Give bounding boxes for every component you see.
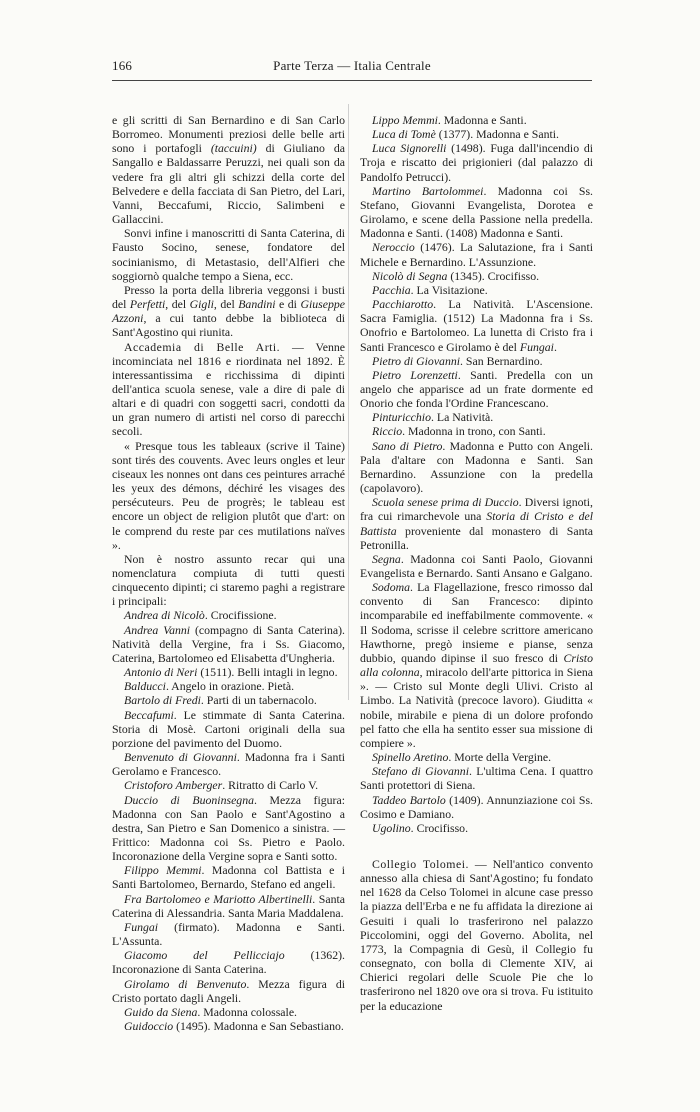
italic-name: Giacomo del Pellicciajo [124,948,285,963]
catalog-paragraph [360,750,593,764]
text-run: . Diversi ignoti, fra cui rimarchevole una [360,495,593,524]
text-run: (1362). Incoronazione di Santa Caterina. [112,948,345,977]
text-run: (1511). Belli intagli in legno. [197,665,338,680]
catalog-paragraph [112,708,345,750]
catalog-paragraph [112,283,345,340]
text-run: . Santi. Predella con un angelo che apparisce ad un frate dormente ed Onorio che fonda l'Ordine Francescano. [360,367,593,411]
italic-name: Bandini [238,297,276,312]
italic-name: Andrea di Nicolò [124,608,205,623]
italic-name: Girolamo di Benvenuto [124,976,247,991]
text-run: — Nell'antico convento annesso alla chiesa di Sant'Agostino; fu fondato nel 1628 da Celso Tolomei in alcune case presso la piazza dell'Erba e ne fu affidata la direzione ai Gesuiti i quali lo trasferirono nel palazzo Piccolomini, oggi del Governo. Abolita, nel 1773, la Compagnia di Gesù, il Collegio fu consegnato, con bolla di Clemente XIV, ai Chierici regolari delle Scuole Pie che lo trasferirono nel 1820 ove ora si trova. Fu istituito per la educazione [360,856,593,1013]
text-run: , miracolo dell'arte pittorica in Siena ». — Cristo sul Monte degli Ulivi. Cristo al Limbo. La Natività (precoce lavoro). Giuditta « nobile, mirabile e piena di un dolore profondo pel fatto che ella ha sentito esser sua missione di compiere ». [360,665,593,750]
italic-name: Martino Bartolommei [372,183,484,198]
text-run: (1345). Crocifisso. [447,268,540,283]
page-header [112,58,592,78]
right-text-column [360,113,593,1013]
italic-name: Neroccio [372,240,415,255]
text-run: . La Natività. [430,410,494,425]
italic-name: Cristoforo Amberger [124,778,223,793]
italic-name: (taccuini) [210,141,257,156]
page-number: 166 [112,58,133,73]
italic-name: Fungai [124,919,159,934]
text-run: Sonvi infine i manoscritti di Santa Caterina, di Fausto Socino, senese, fondatore del socinianismo, di Metastasio, dell'Alfieri che soggiornò qualche tempo a Siena, ecc. [112,226,345,283]
catalog-paragraph [360,184,593,241]
catalog-paragraph [112,920,345,948]
text-run: di Giuliano da Sangallo e Baldassarre Peruzzi, nei quali son da vedere fra gli altri gli schizzi della corte del Belvedere e della facciata di San Pietro, del Lari, Vanni, Beccafumi, Riccio, Salimbeni e Gallaccini. [112,141,345,227]
italic-name: Lippo Memmi [372,113,438,127]
catalog-paragraph [112,608,345,622]
catalog-paragraph [112,623,345,665]
catalog-paragraph [112,892,345,920]
text-run: . Santa Caterina di Alessandria. Santa Maria Maddalena. [112,891,345,920]
text-run: . La Visitazione. [410,282,488,297]
catalog-paragraph [112,439,345,552]
catalog-paragraph [360,240,593,268]
italic-name: Guidoccio [124,1019,174,1033]
text-run: . Madonna col Battista e i Santi Bartolomeo, Bernardo, Stefano ed angeli. [112,863,345,892]
catalog-paragraph [360,297,593,354]
italic-name: Sodoma [372,580,411,595]
text-run: . [553,339,557,354]
catalog-paragraph [112,113,345,226]
text-run: , a cui tanto debbe la biblioteca di Sant'Agostino qui riunita. [112,311,345,340]
italic-name: Riccio [372,424,403,439]
text-run: . La Natività. L'Ascensione. Sacra Famiglia. (1512) La Madonna fra i Ss. Onofrio e Bartolomeo. La lunetta di Cristo fra i Santi Francesco e Girolamo è del [360,297,593,354]
catalog-paragraph [360,424,593,438]
italic-name: Spinello Aretino [372,750,449,765]
text-run: . Le stimmate di Santa Caterina. Storia di Mosè. Cartoni originali della sua porzione del pavimento del Duomo. [112,707,345,750]
catalog-paragraph [360,283,593,297]
catalog-paragraph [112,1005,345,1019]
catalog-paragraph [360,113,593,127]
text-run: . L'ultima Cena. I quattro Santi protettori di Siena. [360,764,593,793]
text-run: . San Bernardino. [460,353,543,368]
italic-name: Scuola senese prima di Duccio [372,495,519,510]
italic-name: Guido da Siena [124,1004,198,1019]
catalog-paragraph [112,665,345,679]
catalog-paragraph [112,340,345,439]
text-run: . Mezza figura: Madonna con San Paolo e Sant'Agostino a destra, San Pietro e San Domenico a sinistra. — Frittico: Madonna coi Ss. Pietro e Paolo. Incoronazione della Vergine sopra e Santi sotto. [112,792,345,864]
text-run: . Ritratto di Carlo V. [222,778,319,793]
catalog-paragraph [360,368,593,410]
text-run: proveniente dal monastero di Santa Petronilla. [360,523,593,552]
italic-name: Taddeo Bartolo [372,792,446,807]
header-rule [112,80,592,81]
catalog-paragraph [112,977,345,1005]
catalog-paragraph [112,863,345,891]
italic-name: Pietro Lorenzetti [372,367,458,382]
catalog-paragraph [112,750,345,778]
text-run: . Madonna coi Ss. Stefano, Giovanni Evangelista, Dorotea e Girolamo, e scene della Passione nella predella. Madonna e Santi. (1408) Madonna e Santi. [360,183,593,241]
text-run: (1377). Madonna e Santi. [435,127,560,142]
catalog-paragraph [112,226,345,283]
italic-name: Beccafumi [124,707,174,722]
catalog-paragraph [112,1019,345,1033]
italic-name: Sano di Pietro [372,438,443,453]
catalog-paragraph [360,793,593,821]
text-run: . Angelo in orazione. Pietà. [165,679,295,694]
italic-name: Benvenuto di Giovanni [124,750,237,765]
text-run: . La Flagellazione, fresco rimosso dal convento di San Francesco: dipinto incomparabile ed ineffabilmente commovente. « Il Sodoma, scrisse il celebre scrittore americano Hawthorne, pregò insieme e pianse, senza dubbio, quando dipinse il suo fresco di [360,580,593,665]
left-text-column [112,113,345,1033]
italic-name: Luca di Tomè [372,127,436,142]
catalog-paragraph [112,693,345,707]
text-run: (1409). Annunziazione coi Ss. Cosimo e Damiano. [360,792,593,821]
catalog-paragraph [360,552,593,580]
text-run: (1476). La Salutazione, fra i Santi Michele e Bernardino. L'Assunzione. [360,240,593,269]
text-run: , del [165,297,190,312]
italic-name: Fra Bartolomeo e Mariotto Albertinelli [124,891,313,906]
italic-name: Filippo Memmi [124,863,202,878]
text-run: — Venne incominciata nel 1816 e riordinata nel 1892. È interessantissima e ricchissima di dipinti dell'antica scuola senese, vale a dire di pale di altari e di quadri con soggetti sacri, condotti da un gran numero di artisti nel corso di parecchi secoli. [112,339,345,439]
text-run: . Crocifisso. [410,820,469,835]
catalog-paragraph [360,127,593,141]
text-run: (firmato). Madonna e Santi. L'Assunta. [112,919,345,949]
italic-name: Cristo alla colonna [360,650,593,680]
catalog-paragraph [360,495,593,552]
text-run: , del [213,297,239,312]
catalog-paragraph [360,821,593,835]
italic-name: Stefano di Giovanni [372,764,469,779]
italic-name: Giuseppe Azzoni [112,297,345,326]
text-run: « Presque tous les tableaux (scrive il Taine) sont tirés des couvents. Avec leurs ongles et leur ciseaux les nonnes ont dans ces peintures arraché les yeux des démons, déchiré les visages des persécuteurs. Peu de progrès; le tableau est encore un object de religion plutôt que d'art: on le comprend du reste par ces mutilations naïves ». [112,438,345,552]
text-run: . Morte della Vergine. [448,750,552,765]
italic-name: Bartolo di Fredi [124,693,201,708]
text-run: . Madonna in trono, con Santi. [402,424,546,439]
italic-name: Luca Signorelli [372,141,447,156]
text-run: (1498). Fuga dall'incendio di Troja e riscatto dei prigionieri (dal palazzo di Pandolfo Petrucci). [360,141,594,184]
running-title: Parte Terza — Italia Centrale [273,58,431,73]
catalog-paragraph [112,552,345,609]
catalog-paragraph [360,141,593,183]
italic-name: Nicolò di Segna [372,268,448,283]
text-run: . Madonna e Putto con Angeli. Pala d'altare con Madonna e Santi. San Bernardino. Assunzione con la predella (capolavoro). [360,438,594,496]
italic-name: Pinturicchio [372,410,431,425]
catalog-paragraph [360,410,593,424]
italic-name: Balducci [124,679,166,694]
text-run: . Madonna e Santi. [437,113,527,127]
catalog-paragraph [112,793,345,864]
catalog-paragraph [360,580,593,750]
text-run: . Madonna colossale. [197,1004,298,1019]
text-run: . Madonna coi Santi Paolo, Giovanni Evangelista e Bernardo. Santi Ansano e Galgano. [360,551,593,580]
italic-name: Fungai [519,339,554,354]
italic-name: Duccio di Buoninsegna [124,792,254,807]
italic-name: Antonio di Neri [124,665,198,680]
text-run: . Madonna fra i Santi Gerolamo e Francesco. [112,750,345,779]
text-run: e di [275,297,301,312]
text-run: Non è nostro assunto recar qui una nomenclatura compiuta di tutti questi cinquecento dipinti; ci staremo paghi a registrare i principali: [112,551,345,609]
text-run: e gli scritti di San Bernardino e di San Carlo Borromeo. Monumenti preziosi delle belle arti sono i portafogli [112,113,345,156]
italic-name: Ugolino [372,820,411,835]
catalog-paragraph [112,679,345,693]
text-run: . Parti di un tabernacolo. [200,693,317,708]
text-run: . Crocifissione. [204,608,277,623]
italic-name: Storia di Cristo e del Battista [360,509,593,538]
italic-name: Andrea Vanni [124,622,191,637]
section-paragraph [360,857,593,1013]
catalog-paragraph [360,764,593,792]
catalog-paragraph [360,354,593,368]
italic-name: Segna [372,551,401,566]
italic-name: Gigli [189,297,214,312]
catalog-paragraph [360,439,593,496]
catalog-paragraph [360,269,593,283]
italic-name: Pacchiarotto [372,297,434,312]
column-separator [348,104,349,700]
text-run: Collegio Tolomei. [372,856,469,871]
italic-name: Pietro di Giovanni [372,353,461,368]
catalog-paragraph [112,778,345,792]
italic-name: Pacchia [372,282,411,297]
text-run: (1495). Madonna e San Sebastiano. [173,1019,344,1033]
text-run: . Mezza figura di Cristo portato dagli Angeli. [112,976,345,1005]
catalog-paragraph [112,948,345,976]
text-run: (compagno di Santa Caterina). Natività della Vergine, fra i Ss. Giacomo, Caterina, Bartolomeo ed Elisabetta d'Ungheria. [112,622,345,665]
text-run: Accademia di Belle Arti. [124,339,281,354]
text-run: Presso la porta della libreria veggonsi i busti del [112,282,345,312]
italic-name: Perfetti [129,297,166,312]
